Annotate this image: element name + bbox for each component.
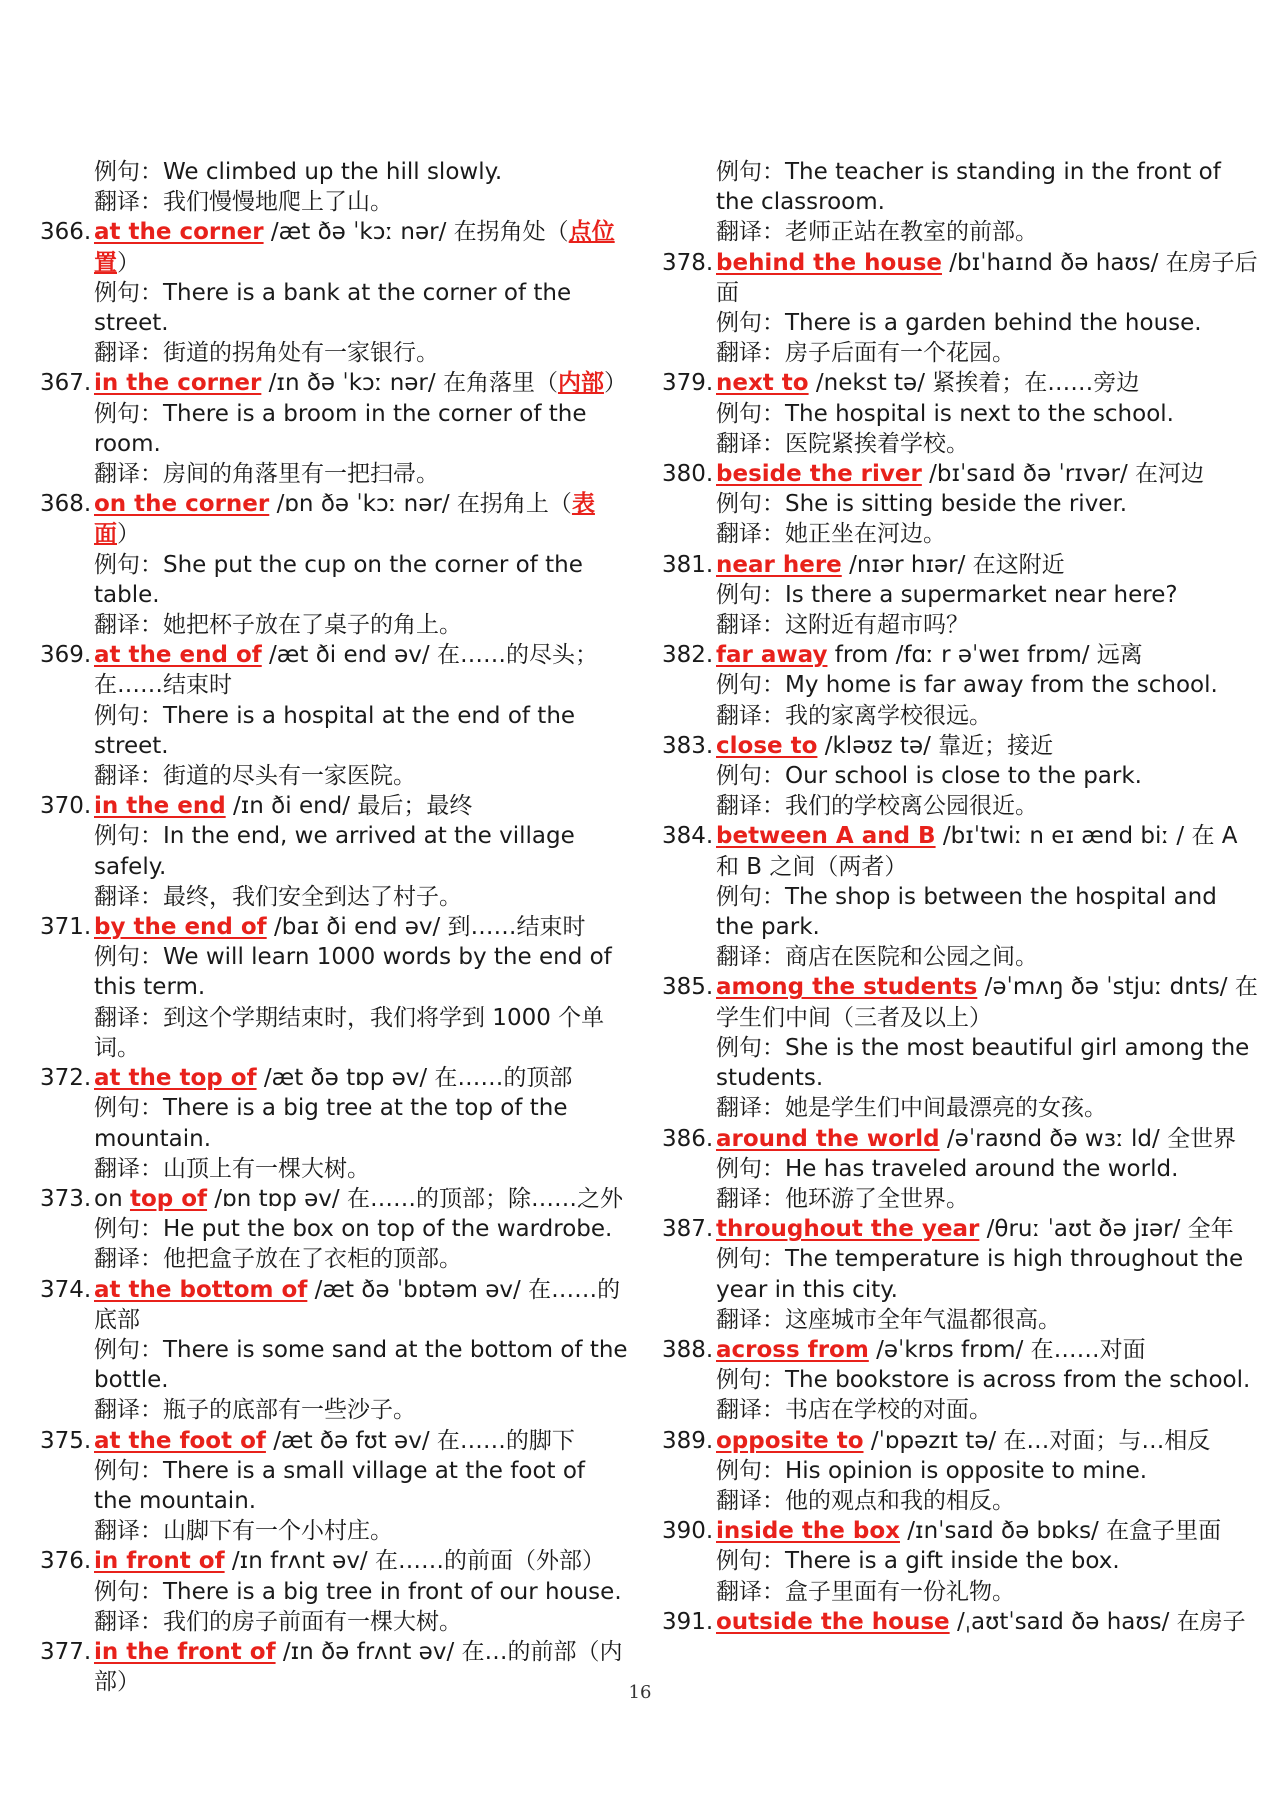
example-sentence: 例句：There is some sand at the bottom of the bottle. bbox=[94, 1336, 628, 1394]
example-sentence: 例句：The temperature is high throughout the year in this city. bbox=[716, 1246, 1244, 1303]
entry-term: in the front of bbox=[94, 1638, 276, 1665]
translation-sentence: 翻译：她正坐在河边。 bbox=[716, 521, 946, 548]
entry-headword-line bbox=[662, 1426, 1258, 1456]
entry-phonetic-meaning: /baɪ ði end əv/ 到……结束时 bbox=[266, 914, 586, 941]
entry-phonetic-meaning: from /fɑː r əˈweɪ frɒm/ 远离 bbox=[827, 642, 1143, 669]
entry-phonetic-meaning: /æt ðə ˈbɒtəm əv/ 在……的底部 bbox=[94, 1276, 621, 1333]
entry-headword-line bbox=[662, 248, 1258, 308]
example-sentence: 例句：We climbed up the hill slowly. bbox=[94, 159, 503, 185]
example-sentence: 例句：The shop is between the hospital and the park. bbox=[716, 883, 1217, 941]
vocab-entry bbox=[40, 1063, 628, 1184]
translation-sentence: 翻译：她把杯子放在了桌子的角上。 bbox=[94, 612, 462, 639]
entry-term: next to bbox=[716, 370, 809, 397]
entry-headword-line bbox=[40, 1275, 628, 1335]
vocab-entry bbox=[662, 248, 1258, 369]
left-column bbox=[40, 157, 628, 1697]
entry-headword-line bbox=[662, 1335, 1258, 1365]
translation-sentence: 翻译：街道的拐角处有一家银行。 bbox=[94, 340, 439, 367]
entry-headword-line bbox=[662, 1214, 1258, 1244]
entry-term: around the world bbox=[716, 1125, 940, 1152]
entry-phonetic-meaning: /əˈkrɒs frɒm/ 在……对面 bbox=[868, 1336, 1146, 1363]
vocab-entry bbox=[40, 489, 628, 640]
example-sentence: 例句：Is there a supermarket near here? bbox=[716, 581, 1178, 608]
translation-sentence: 翻译：山顶上有一棵大树。 bbox=[94, 1155, 370, 1182]
translation-sentence: 翻译：瓶子的底部有一些沙子。 bbox=[94, 1397, 416, 1424]
entry-phonetic-meaning: /ɒn tɒp əv/ 在……的顶部；除……之外 bbox=[207, 1185, 623, 1212]
example-sentence: 例句：There is a broom in the corner of the room. bbox=[94, 400, 587, 457]
entry-headword-line bbox=[40, 368, 628, 398]
example-sentence: 例句：His opinion is opposite to mine. bbox=[716, 1457, 1148, 1484]
entry-headword-line bbox=[40, 217, 628, 277]
entry-number: 367. bbox=[40, 370, 92, 397]
translation-sentence: 翻译：他的观点和我的相反。 bbox=[716, 1487, 1015, 1514]
entry-headword-line bbox=[40, 791, 628, 821]
entry-number: 388. bbox=[662, 1336, 714, 1363]
example-sentence: 例句：Our school is close to the park. bbox=[716, 763, 1142, 790]
translation-sentence: 翻译：老师正站在教室的前部。 bbox=[716, 219, 1038, 246]
entry-number: 375. bbox=[40, 1427, 92, 1454]
entry-phonetic-meaning: /æt ði end əv/ 在……的尽头；在……结束时 bbox=[94, 642, 598, 699]
example-sentence: 例句：She is the most beautiful girl among the students. bbox=[716, 1034, 1250, 1092]
entry-number: 385. bbox=[662, 974, 714, 1001]
vocab-entry bbox=[662, 459, 1258, 550]
entry-phonetic-meaning: /æt ðə fʊt əv/ 在……的脚下 bbox=[265, 1427, 575, 1454]
entry-number: 378. bbox=[662, 249, 714, 276]
entry-headword-line bbox=[662, 1607, 1258, 1637]
entry-list bbox=[662, 248, 1258, 1637]
translation-sentence: 翻译：这座城市全年气温都很高。 bbox=[716, 1306, 1061, 1333]
entry-number: 383. bbox=[662, 732, 714, 759]
entry-headword-line bbox=[662, 550, 1258, 580]
entry-close-paren: ） bbox=[117, 249, 140, 276]
entry-phonetic-meaning: /ɪnˈsaɪd ðə bɒks/ 在盒子里面 bbox=[899, 1518, 1222, 1545]
vocab-entry bbox=[662, 1607, 1258, 1637]
entry-number: 387. bbox=[662, 1216, 714, 1243]
entry-term: at the top of bbox=[94, 1065, 257, 1092]
vocab-entry bbox=[40, 912, 628, 1063]
entry-headword-line bbox=[40, 1184, 628, 1214]
entry-term: opposite to bbox=[716, 1427, 864, 1454]
vocab-entry bbox=[40, 1546, 628, 1637]
entry-phonetic-meaning: /æt ðə tɒp əv/ 在……的顶部 bbox=[256, 1065, 573, 1092]
entry-headword-line bbox=[662, 731, 1258, 761]
entry-phonetic-meaning: /ɒn ðə ˈkɔː nər/ 在拐角上（ bbox=[269, 491, 572, 518]
example-sentence: 例句：In the end, we arrived at the village safely. bbox=[94, 823, 575, 880]
entry-phonetic-meaning: /æt ðə ˈkɔː nər/ 在拐角处（ bbox=[263, 219, 569, 246]
entry-headword-line bbox=[40, 912, 628, 942]
entry-list bbox=[40, 217, 628, 1697]
entry-headword-line bbox=[40, 640, 628, 700]
entry-term: near here bbox=[716, 551, 842, 578]
translation-sentence: 翻译：房间的角落里有一把扫帚。 bbox=[94, 461, 439, 488]
translation-sentence: 翻译：盒子里面有一份礼物。 bbox=[716, 1578, 1015, 1605]
entry-number: 371. bbox=[40, 914, 92, 941]
entry-headword-line bbox=[40, 1546, 628, 1576]
entry-number: 382. bbox=[662, 642, 714, 669]
translation-sentence: 翻译：山脚下有一个小村庄。 bbox=[94, 1518, 393, 1545]
example-sentence: 例句：She put the cup on the corner of the table. bbox=[94, 551, 583, 608]
vocab-entry bbox=[40, 1184, 628, 1275]
example-sentence: 例句：We will learn 1000 words by the end of this term. bbox=[94, 944, 612, 1001]
translation-sentence: 翻译：我们的房子前面有一棵大树。 bbox=[94, 1608, 462, 1635]
example-sentence: 例句：There is a bank at the corner of the street. bbox=[94, 279, 572, 337]
entry-headword-line bbox=[662, 821, 1258, 881]
vocab-entry bbox=[662, 550, 1258, 641]
example-sentence: 例句：There is a garden behind the house. bbox=[716, 310, 1202, 337]
example-sentence: 例句：There is a small village at the foot of the mountain. bbox=[94, 1457, 586, 1514]
entry-term: outside the house bbox=[716, 1608, 950, 1635]
entry-term: between A and B bbox=[716, 823, 936, 850]
entry-term: throughout the year bbox=[716, 1216, 980, 1243]
entry-phonetic-meaning: /ɪn ði end/ 最后；最终 bbox=[225, 793, 473, 820]
entry-phonetic-meaning: /nekst tə/ 紧挨着；在……旁边 bbox=[808, 370, 1140, 397]
translation-sentence: 翻译：他环游了全世界。 bbox=[716, 1185, 969, 1212]
vocab-entry bbox=[40, 640, 628, 791]
entry-number: 384. bbox=[662, 823, 714, 850]
entry-term: in front of bbox=[94, 1548, 225, 1575]
entry-phonetic-meaning: /ɪn ðə frʌnt əv/ 在…的前部（内部） bbox=[94, 1638, 623, 1696]
translation-sentence: 翻译：到这个学期结束时，我们将学到 1000 个单词。 bbox=[94, 1004, 605, 1061]
vocab-entry bbox=[662, 640, 1258, 731]
example-sentence: 例句：She is sitting beside the river. bbox=[716, 491, 1128, 518]
vocab-entry bbox=[40, 1426, 628, 1547]
example-sentence: 例句：He put the box on top of the wardrobe. bbox=[94, 1216, 613, 1243]
entry-term: in the end bbox=[94, 793, 226, 820]
vocab-entry bbox=[40, 217, 628, 368]
entry-headword-line bbox=[40, 1063, 628, 1093]
entry-phonetic-meaning: /nɪər hɪər/ 在这附近 bbox=[841, 551, 1065, 578]
vocab-entry bbox=[662, 821, 1258, 972]
entry-number: 376. bbox=[40, 1548, 92, 1575]
entry-number: 374. bbox=[40, 1276, 92, 1303]
entry-number: 379. bbox=[662, 370, 714, 397]
entry-phonetic-meaning: /bɪˈhaɪnd ðə haʊs/ 在房子后面 bbox=[716, 249, 1258, 306]
translation-sentence: 翻译：医院紧挨着学校。 bbox=[716, 430, 969, 457]
vocab-entry bbox=[662, 368, 1258, 459]
translation-sentence: 翻译：商店在医院和公园之间。 bbox=[716, 944, 1038, 971]
entry-headword-line bbox=[662, 640, 1258, 670]
entry-usage-tag: 点位置 bbox=[94, 219, 615, 276]
entry-number: 366. bbox=[40, 219, 92, 246]
entry-headword-line bbox=[662, 459, 1258, 489]
entry-phonetic-meaning: /ˌaʊtˈsaɪd ðə haʊs/ 在房子 bbox=[949, 1608, 1246, 1635]
entry-phonetic-meaning: /əˈraʊnd ðə wɜː ld/ 全世界 bbox=[939, 1125, 1237, 1152]
entry-number: 390. bbox=[662, 1518, 714, 1545]
vocab-entry bbox=[662, 972, 1258, 1123]
entry-phonetic-meaning: /bɪˈsaɪd ðə ˈrɪvər/ 在河边 bbox=[921, 461, 1205, 488]
example-sentence: 例句：He has traveled around the world. bbox=[716, 1155, 1179, 1182]
vocab-entry bbox=[662, 1516, 1258, 1607]
example-sentence: 例句：My home is far away from the school. bbox=[716, 672, 1218, 699]
entry-phonetic-meaning: /kləʊz tə/ 靠近；接近 bbox=[817, 732, 1054, 759]
entry-phonetic-meaning: /θruː ˈaʊt ðə jɪər/ 全年 bbox=[979, 1216, 1234, 1243]
example-sentence: 例句：There is a hospital at the end of the street. bbox=[94, 702, 576, 759]
entry-term: inside the box bbox=[716, 1518, 900, 1545]
translation-sentence: 翻译：街道的尽头有一家医院。 bbox=[94, 763, 416, 790]
vocab-entry bbox=[662, 1214, 1258, 1335]
entry-number: 386. bbox=[662, 1125, 714, 1152]
entry-number: 370. bbox=[40, 793, 92, 820]
entry-term: at the corner bbox=[94, 219, 264, 246]
entry-phonetic-meaning: /bɪˈtwiː n eɪ ænd biː / 在 A 和 B 之间（两者） bbox=[716, 823, 1238, 880]
vocab-entry bbox=[662, 1335, 1258, 1426]
vocab-entry bbox=[40, 791, 628, 912]
entry-usage-tag: 表面 bbox=[94, 491, 595, 548]
entry-number: 369. bbox=[40, 642, 92, 669]
translation-sentence: 翻译：他把盒子放在了衣柜的顶部。 bbox=[94, 1246, 462, 1273]
entry-term: in the corner bbox=[94, 370, 262, 397]
entry-number: 391. bbox=[662, 1608, 714, 1635]
entry-usage-tag: 内部 bbox=[557, 370, 604, 397]
vocab-entry bbox=[662, 1426, 1258, 1517]
entry-term: at the foot of bbox=[94, 1427, 266, 1454]
entry-term: across from bbox=[716, 1336, 869, 1363]
entry-number: 377. bbox=[40, 1638, 92, 1665]
entry-term: top of bbox=[129, 1185, 208, 1212]
right-column bbox=[662, 157, 1258, 1637]
entry-number: 389. bbox=[662, 1427, 714, 1454]
entry-number: 373. bbox=[40, 1185, 92, 1212]
translation-sentence: 翻译：书店在学校的对面。 bbox=[716, 1397, 992, 1424]
entry-close-paren: ） bbox=[117, 521, 140, 548]
entry-term: on the corner bbox=[94, 491, 270, 518]
entry-number: 381. bbox=[662, 551, 714, 578]
vocab-entry bbox=[662, 731, 1258, 822]
translation-sentence: 翻译：我们慢慢地爬上了山。 bbox=[94, 189, 393, 216]
example-sentence: 例句：The teacher is standing in the front of the classroom. bbox=[716, 159, 1221, 216]
entry-term: at the bottom of bbox=[94, 1276, 308, 1303]
translation-sentence: 翻译：我的家离学校很远。 bbox=[716, 702, 992, 729]
example-sentence: 例句：The bookstore is across from the school. bbox=[716, 1367, 1251, 1394]
entry-phonetic-meaning: /əˈmʌŋ ðə ˈstjuː dnts/ 在学生们中间（三者及以上） bbox=[716, 974, 1258, 1031]
vocab-entry bbox=[40, 1275, 628, 1426]
vocab-entry bbox=[662, 1124, 1258, 1215]
entry-headword-line bbox=[662, 368, 1258, 398]
entry-headword-line bbox=[40, 489, 628, 549]
entry-phonetic-meaning: /ɪn ðə ˈkɔː nər/ 在角落里（ bbox=[261, 370, 558, 397]
entry-close-paren: ） bbox=[603, 370, 627, 397]
entry-headword-line bbox=[40, 1426, 628, 1456]
translation-sentence: 翻译：房子后面有一个花园。 bbox=[716, 340, 1015, 367]
entry-term: among the students bbox=[716, 974, 978, 1001]
entry-number: 380. bbox=[662, 461, 714, 488]
translation-sentence: 翻译：最终，我们安全到达了村子。 bbox=[94, 883, 462, 910]
entry-phonetic-meaning: /ɪn frʌnt əv/ 在……的前面（外部） bbox=[224, 1548, 605, 1575]
entry-term: far away bbox=[716, 642, 828, 669]
page-number: 16 bbox=[628, 1682, 652, 1703]
translation-sentence: 翻译：我们的学校离公园很近。 bbox=[716, 793, 1038, 820]
entry-term: at the end of bbox=[94, 642, 262, 669]
entry-number: 372. bbox=[40, 1065, 92, 1092]
translation-sentence: 翻译：她是学生们中间最漂亮的女孩。 bbox=[716, 1095, 1107, 1122]
translation-sentence: 翻译：这附近有超市吗？ bbox=[716, 612, 969, 639]
vocab-entry bbox=[40, 368, 628, 489]
entry-term: behind the house bbox=[716, 249, 942, 276]
entry-term: close to bbox=[716, 732, 818, 759]
entry-term: by the end of bbox=[94, 914, 267, 941]
example-sentence: 例句：There is a gift inside the box. bbox=[716, 1548, 1120, 1575]
entry-headword-line bbox=[662, 972, 1258, 1032]
entry-headword-line bbox=[662, 1124, 1258, 1154]
entry-phonetic-meaning: /ˈɒpəzɪt tə/ 在…对面；与…相反 bbox=[863, 1427, 1211, 1454]
entry-term: beside the river bbox=[716, 461, 922, 488]
entry-number: 368. bbox=[40, 491, 92, 518]
example-sentence: 例句：There is a big tree at the top of the mountain. bbox=[94, 1095, 568, 1152]
entry-headword-line bbox=[662, 1516, 1258, 1546]
example-sentence: 例句：There is a big tree in front of our house. bbox=[94, 1578, 622, 1605]
example-sentence: 例句：The hospital is next to the school. bbox=[716, 400, 1174, 427]
entry-prefix: on bbox=[94, 1185, 130, 1212]
